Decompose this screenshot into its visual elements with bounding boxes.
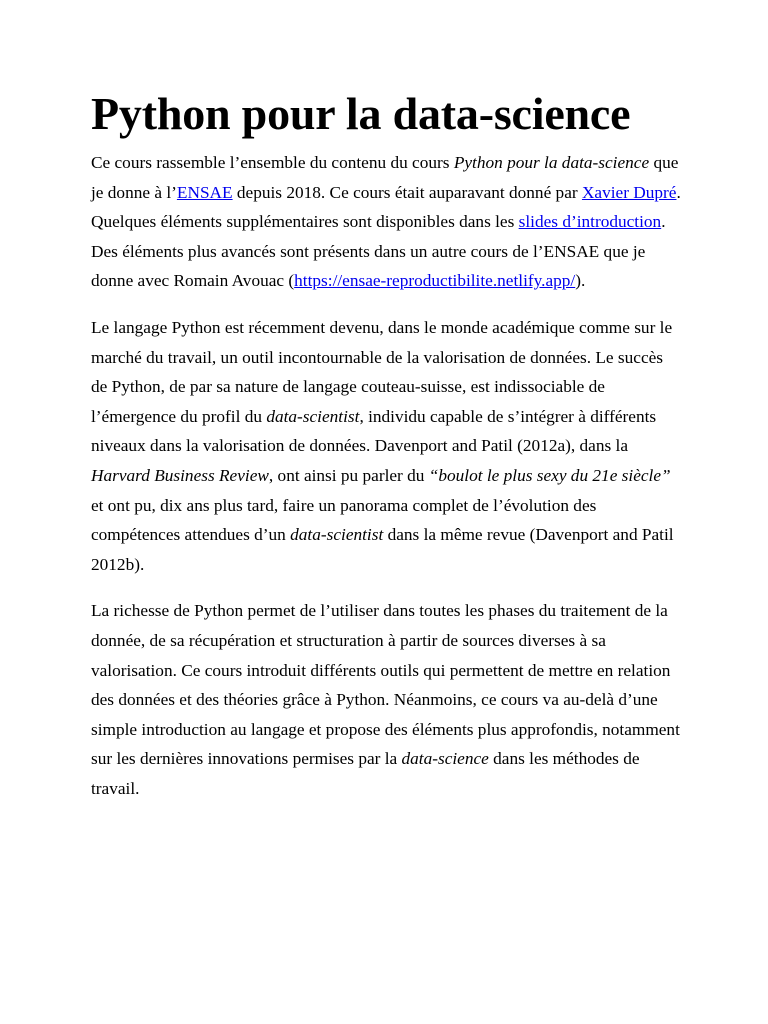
intro-text-6: ). xyxy=(575,271,586,291)
intro-text-4: . Quelques éléments supplémentaires sont disponibles dans les xyxy=(91,182,681,232)
intro-text-2: que je donne à l’ xyxy=(91,153,679,202)
sexy-job-quote: “boulot le plus sexy du 21e siècle” xyxy=(428,465,671,485)
ensae-reproductibilite-link[interactable]: https://ensae-reproductibilite.netlify.app/ xyxy=(294,271,576,291)
context-text-3: , ont ainsi pu parler du xyxy=(268,465,429,485)
data-science-term: data-science xyxy=(401,749,489,769)
hbr-title: Harvard Business Review xyxy=(91,465,269,485)
intro-text-5: . Des éléments plus avancés sont présents dans un autre cours de l’ENSAE que je donne avec Romain Avouac ( xyxy=(91,212,666,291)
context-text-2: , individu capable de s’intégrer à différents niveaux dans la valorisation de données. Davenport and Patil (2012a), dans la xyxy=(91,406,657,456)
richness-text-1: La richesse de Python permet de l’utiliser dans toutes les phases du traitement de la donnée, de sa récupération et structuration à partir de sources diverses à sa valorisation. Ce cours introduit différents outils qui permettent de mettre en relation des données et des théories grâce à Python. Néanmoins, ce cours va au-delà d’une simple introduction au langage et propose des éléments plus approfondis, notamment sur les dernières innovations permises par la xyxy=(91,601,680,769)
context-text-1: Le langage Python est récemment devenu, dans le monde académique comme sur le marché du travail, un outil incontournable de la valorisation de données. Le succès de Python, de par sa nature de langage couteau-suisse, est indissociable de l’émergence du profil du xyxy=(91,317,673,426)
course-name: Python pour la data-science xyxy=(453,153,650,172)
context-text-4: et ont pu, dix ans plus tard, faire un panorama complet de l’évolution des compétences attendues d’un xyxy=(91,495,597,545)
page-title: Python pour la data-science xyxy=(91,88,631,139)
xavier-dupre-link[interactable]: Xavier Dupré xyxy=(581,182,677,202)
ensae-link[interactable]: ENSAE xyxy=(176,182,233,202)
richness-paragraph xyxy=(91,596,681,803)
intro-text-3: depuis 2018. Ce cours était auparavant donné par xyxy=(232,182,582,202)
richness-text-2: dans les méthodes de travail. xyxy=(91,749,640,798)
context-text-5: dans la même revue (Davenport and Patil 2012b). xyxy=(91,525,674,574)
context-paragraph xyxy=(91,313,681,579)
intro-text-1: Ce cours rassemble l’ensemble du contenu du cours xyxy=(91,153,454,172)
data-scientist-term-2: data-scientist xyxy=(290,525,384,545)
data-scientist-term: data-scientist xyxy=(266,406,360,426)
document-page xyxy=(91,86,681,820)
intro-paragraph xyxy=(91,148,681,296)
slides-introduction-link[interactable]: slides d’introduction xyxy=(518,212,662,232)
